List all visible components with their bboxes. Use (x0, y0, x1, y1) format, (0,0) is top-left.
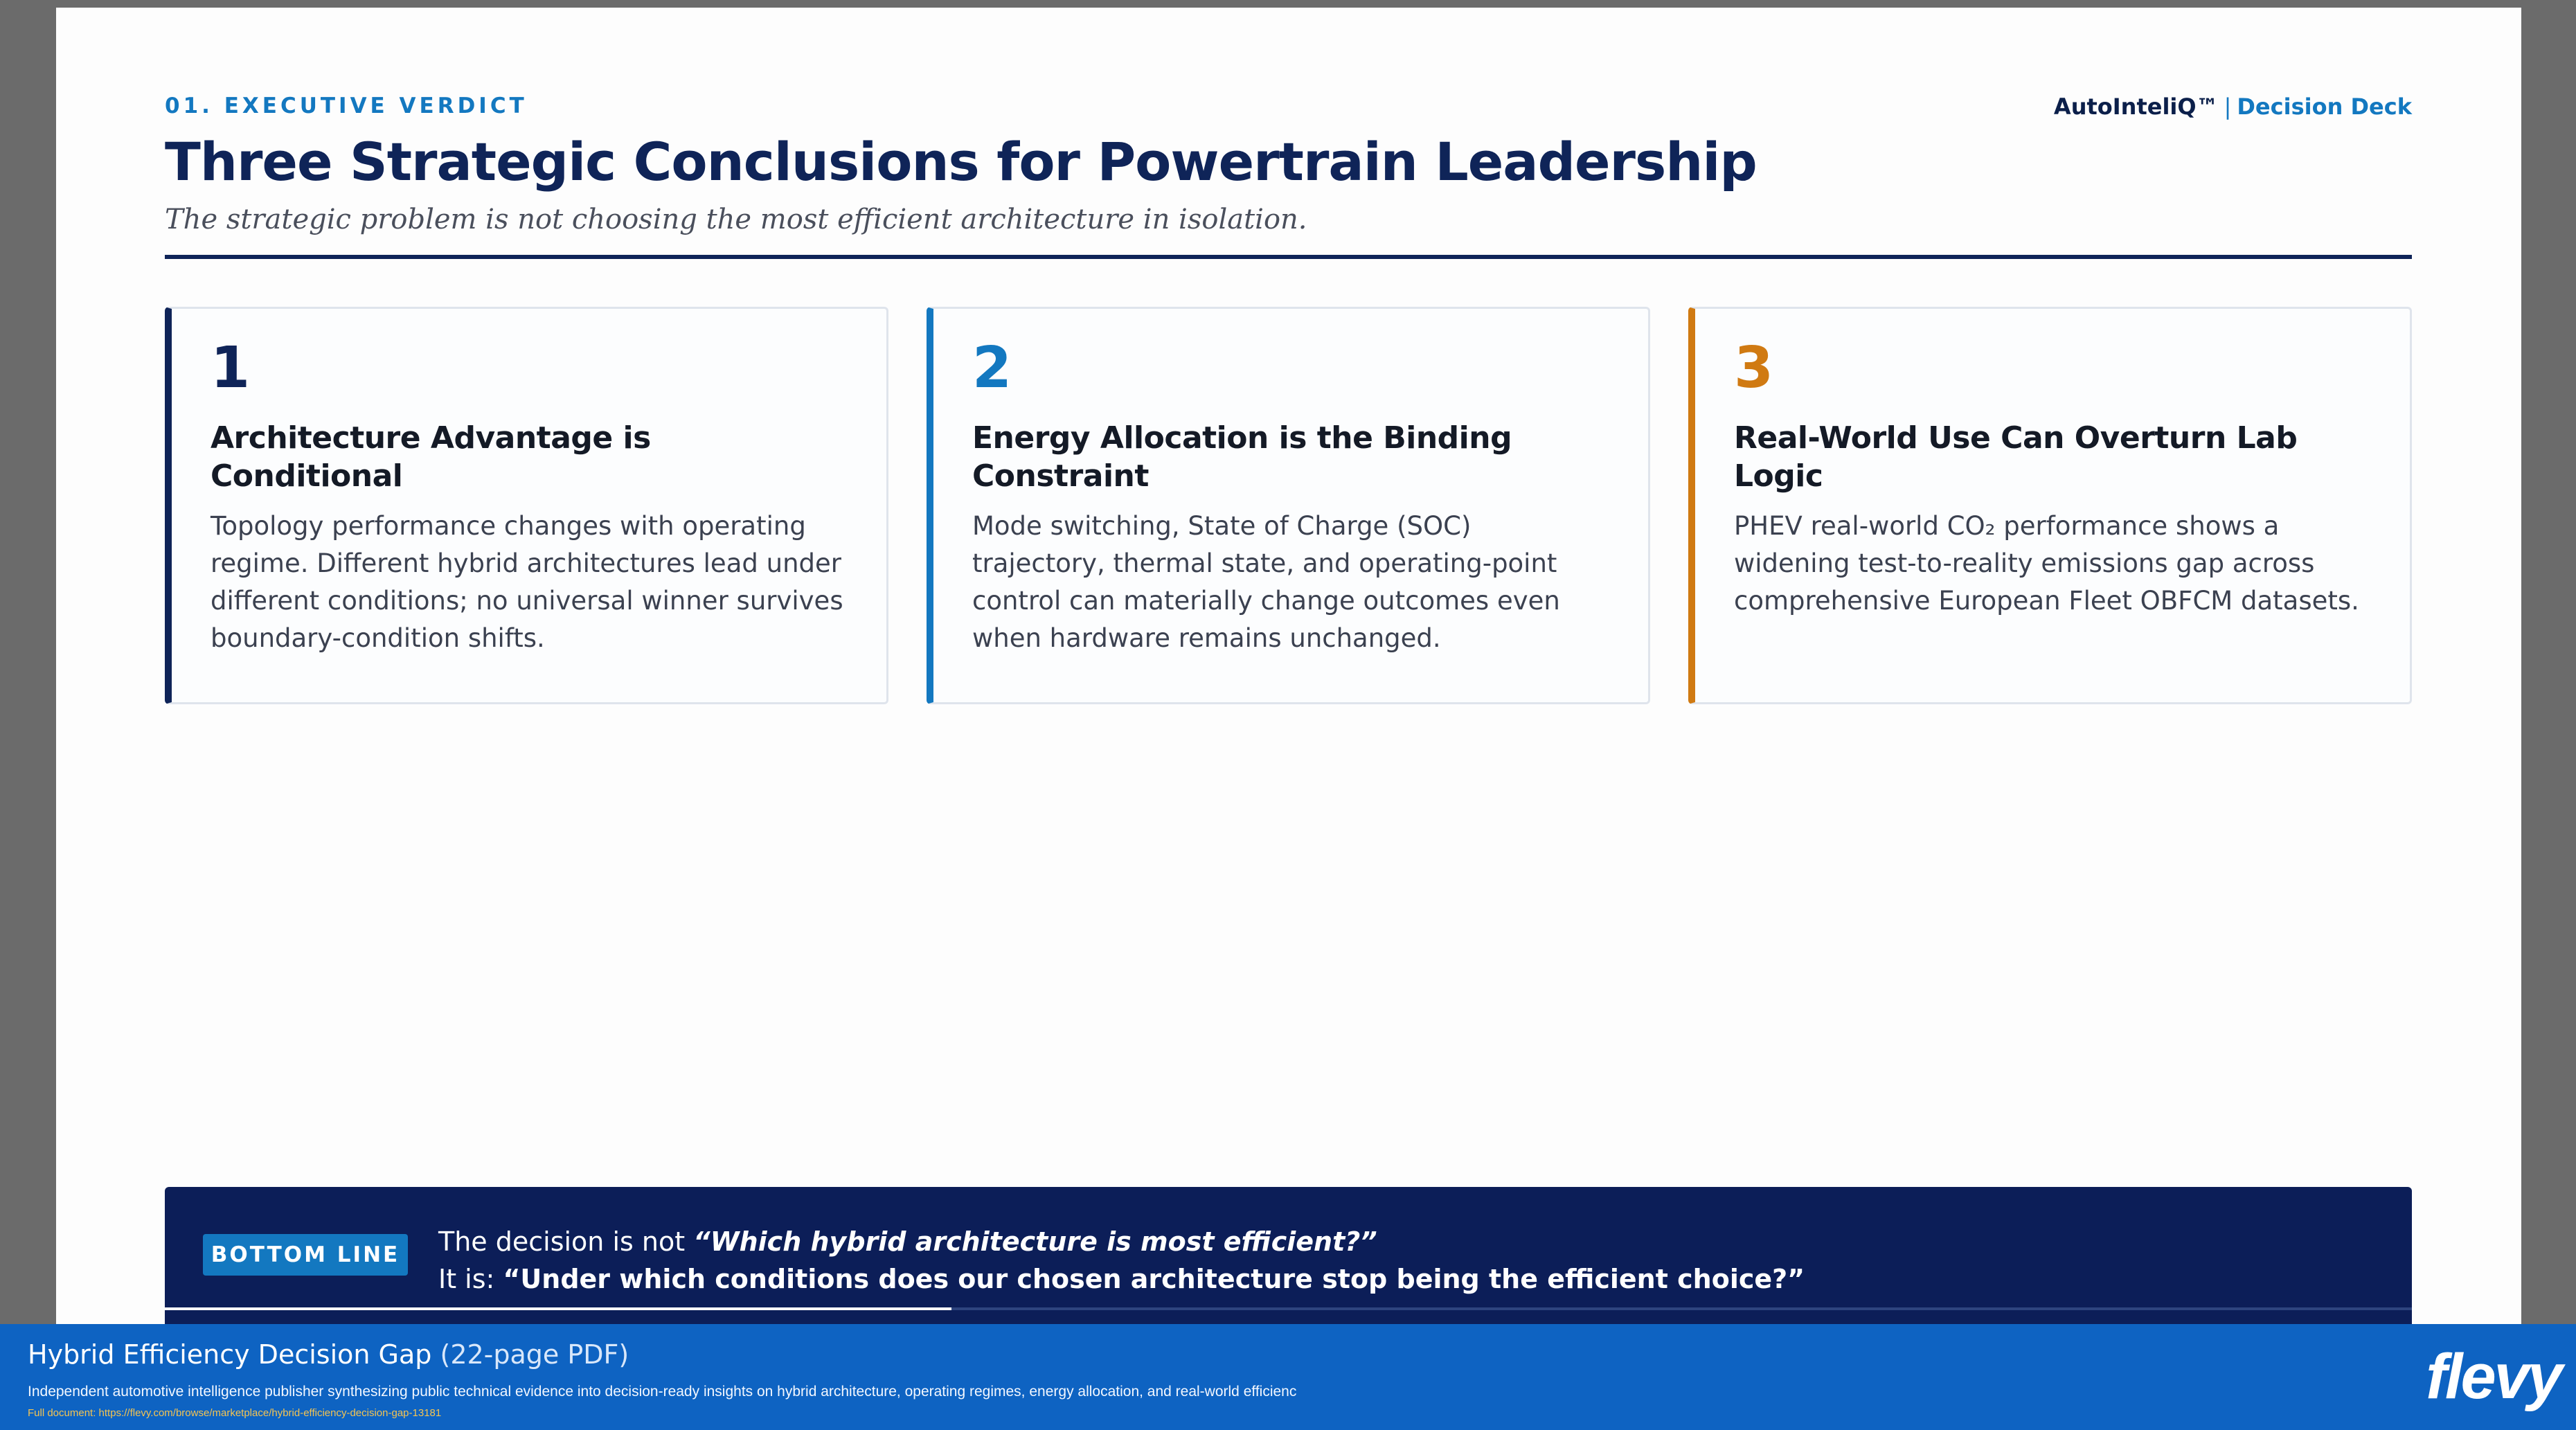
footer-doc-title[interactable]: Hybrid Efficiency Decision Gap (28, 1339, 432, 1370)
bottom-line-badge: BOTTOM LINE (203, 1234, 408, 1276)
brand-deck-label: Decision Deck (2237, 93, 2412, 120)
card-number: 2 (972, 335, 1012, 401)
page-subtitle: The strategic problem is not choosing the most efficient architecture in isolation. (165, 204, 1307, 235)
document-footer (0, 1324, 2576, 1430)
card-number: 3 (1734, 335, 1774, 401)
brand-separator: | (2224, 93, 2232, 120)
card-body: Topology performance changes with operating regime. Different hybrid architectures lead under different conditions; no universal winner survives boundary-condition shifts. (211, 511, 843, 653)
conclusion-card-1 (165, 307, 888, 704)
section-eyebrow: 01. EXECUTIVE VERDICT (165, 93, 528, 118)
card-number: 1 (211, 335, 251, 401)
bottom-line-row-1 (438, 1223, 1805, 1260)
brand-name: AutoInteliQ™ (2053, 93, 2219, 120)
deck-progress-fill (165, 1307, 951, 1310)
page-title: Three Strategic Conclusions for Powertrain Leadership (165, 131, 1757, 193)
footer-description: Independent automotive intelligence publisher synthesizing public technical evidence into decision-ready insights on hybrid architecture, operating regimes, energy allocation, and real-world efficienc (28, 1384, 1297, 1400)
bottom-line-banner (165, 1187, 2412, 1325)
card-body: PHEV real-world CO₂ performance shows a widening test-to-reality emissions gap across comprehensive European Fleet OBFCM datasets. (1734, 511, 2359, 616)
footer-document-link[interactable]: Full document: https://flevy.com/browse/marketplace/hybrid-efficiency-decision-gap-13181 (28, 1407, 442, 1419)
conclusion-cards (165, 307, 2412, 715)
card-heading: Real-World Use Can Overturn Lab Logic (1734, 420, 2298, 494)
title-divider (165, 255, 2412, 259)
bottom-line-row-2 (438, 1260, 1805, 1298)
footer-title (28, 1339, 629, 1370)
bottom-line-text (438, 1223, 1805, 1298)
footer-doc-meta: (22-page PDF) (440, 1339, 629, 1370)
brand-header (2054, 93, 2412, 120)
card-heading: Energy Allocation is the Binding Constraint (972, 420, 1512, 494)
bottom-line-prefix-2: It is: (438, 1264, 503, 1294)
bottom-line-quote-2: “Under which conditions does our chosen architecture stop being the efficient choice?” (503, 1264, 1805, 1294)
card-heading: Architecture Advantage is Conditional (211, 420, 651, 494)
slide (56, 8, 2521, 1327)
bottom-line-prefix-1: The decision is not (438, 1226, 694, 1257)
flevy-logo[interactable]: flevy (2426, 1341, 2561, 1412)
card-body: Mode switching, State of Charge (SOC) trajectory, thermal state, and operating-point control can materially change outcomes even when hardware remains unchanged. (972, 511, 1560, 653)
conclusion-card-2 (927, 307, 1650, 704)
bottom-line-quote-1: “Which hybrid architecture is most efficient?” (693, 1226, 1377, 1257)
deck-progress-track (165, 1307, 2412, 1310)
conclusion-card-3 (1688, 307, 2412, 704)
